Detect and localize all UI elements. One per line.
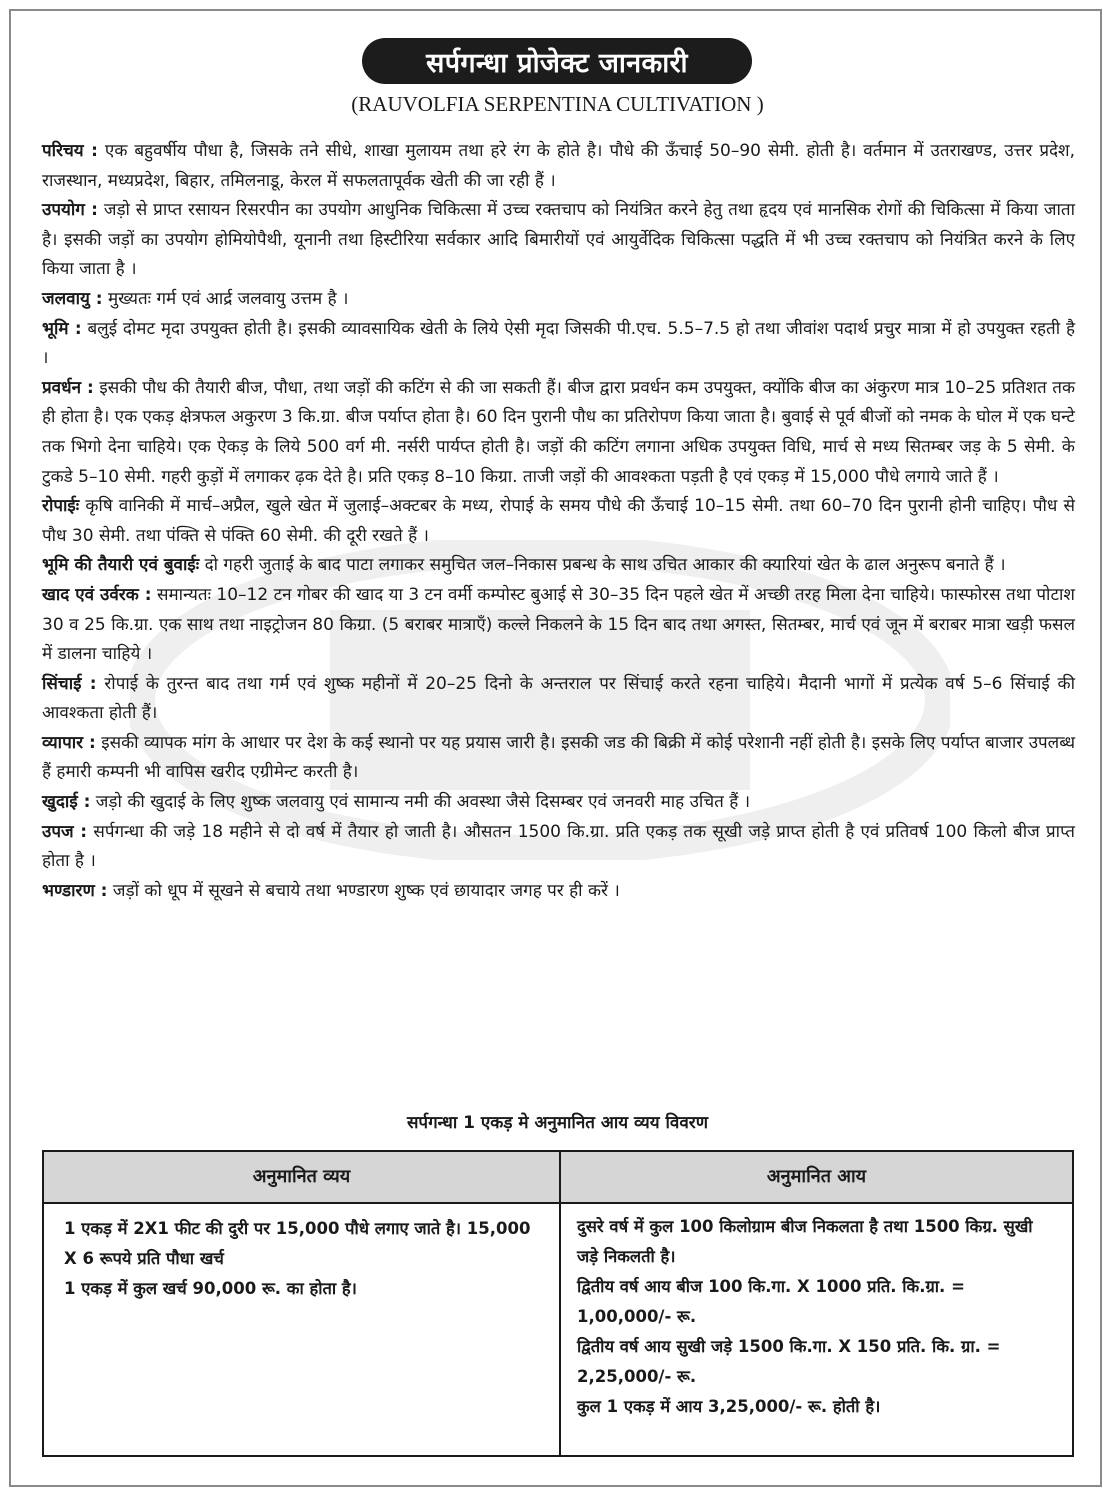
section-uses bbox=[42, 196, 1075, 285]
income-line: कुल 1 एकड़ में आय 3,25,000/- रू. होती है। bbox=[577, 1397, 881, 1416]
info-sections bbox=[42, 137, 1075, 906]
income-line: दुसरे वर्ष में कुल 100 किलोग्राम बीज निकलता है तथा 1500 किग्र. सुखी जड़े निकलती है। bbox=[577, 1217, 1033, 1266]
section-heading: रोपाईः bbox=[42, 496, 80, 517]
section-soil bbox=[42, 315, 1075, 374]
section-storage bbox=[42, 877, 1075, 907]
page-subtitle: (RAUVOLFIA SERPENTINA CULTIVATION ) bbox=[351, 92, 764, 116]
section-land-prep bbox=[42, 551, 1075, 581]
section-text: सर्पगन्धा की जड़े 18 महीने से दो वर्ष में तैयार हो जाती है। औसतन 1500 कि.ग्रा. प्रति एकड़ तक सूखी जड़े प्राप्त होती है एवं प्रतिवर्ष 100 किलो बीज प्राप्त होता है । bbox=[42, 821, 1075, 872]
section-heading: खुदाई : bbox=[42, 792, 91, 813]
section-text: जड़ो से प्राप्त रसायन रिसरपीन का उपयोग आधुनिक चिकित्सा में उच्च रक्तचाप को नियंत्रित करने हेतु तथा हृदय एवं मानसिक रोगों की चिकित्सा में किया जाता है। इसकी जड़ों का उपयोग होमियोपैथी, यूनानी तथा हिस्टीरिया सर्वकार आदि बिमारीयों एवं आयुर्वेदिक चिकित्सा पद्धति में भी उच्च रक्तचाप को नियंत्रित करने के लिए किया जाता है । bbox=[42, 200, 1075, 280]
table-header-expense: अनुमानित व्यय bbox=[252, 1166, 351, 1187]
income-line: द्वितीय वर्ष आय बीज 100 कि.गा. X 1000 प्रति. कि.ग्रा. = 1,00,000/- रू. bbox=[577, 1277, 965, 1326]
table-column-divider bbox=[559, 1152, 561, 1455]
section-heading: भूमि की तैयारी एवं बुवाईः bbox=[42, 555, 200, 576]
section-propagation bbox=[42, 374, 1075, 492]
section-text: इसकी व्यापक मांग के आधार पर देश के कई स्थानो पर यह प्रयास जारी है। इसकी जड की बिक्री में कोई परेशानी नहीं होती है। इसके लिए पर्याप्त बाजार उपलब्ध हैं हमारी कम्पनी भी वापिस खरीद एग्रीमेन्ट करती है। bbox=[42, 732, 1075, 783]
section-transplanting bbox=[42, 492, 1075, 551]
section-text: बलुई दोमट मृदा उपयुक्त होती है। इसकी व्यावसायिक खेती के लिये ऐसी मृदा जिसकी पी.एच. 5.5–7.5 हो तथा जीवांश पदार्थ प्रचुर मात्रा में हो उपयुक्त रहती है । bbox=[42, 318, 1075, 369]
section-text: जड़ों को धूप में सूखने से बचाये तथा भण्डारण शुष्क एवं छायादार जगह पर ही करें । bbox=[107, 880, 620, 901]
section-trade bbox=[42, 729, 1075, 788]
section-heading: प्रवर्धन : bbox=[42, 377, 94, 398]
table-title: सर्पगन्धा 1 एकड़ मे अनुमानित आय व्यय विवरण bbox=[406, 1113, 709, 1133]
section-harvest bbox=[42, 788, 1075, 818]
section-heading: उपज : bbox=[42, 821, 88, 842]
section-heading: व्यापार : bbox=[42, 732, 96, 753]
section-irrigation bbox=[42, 670, 1075, 729]
expense-line: 1 एकड़ में कुल खर्च 90,000 रू. का होता है। bbox=[64, 1279, 357, 1298]
section-text: समान्यतः 10–12 टन गोबर की खाद या 3 टन वर्मी कम्पोस्ट बुआई से 30–35 दिन पहले खेत में अच्छी तरह मिला देना चाहिये। फास्फोरस तथा पोटाश 30 व 25 कि.ग्रा. एक साथ तथा नाइट्रोजन 80 किग्रा. (5 बराबर मात्राएँ) कल्ले निकलने के 15 दिन बाद तथा अगस्त, सितम्बर, मार्च एवं जून में बराबर मात्रा खड़ी फसल में डालना चाहिये । bbox=[42, 584, 1075, 665]
section-heading: भूमि : bbox=[42, 318, 82, 339]
section-heading: उपयोग : bbox=[42, 200, 98, 221]
page-title: सर्पगन्धा प्रोजेक्ट जानकारी bbox=[362, 38, 752, 84]
section-text: रोपाई के तुरन्त बाद तथा गर्म एवं शुष्क महीनों में 20–25 दिनो के अन्तराल पर सिंचाई करते रहना चाहिये। मैदानी भागों में प्रत्येक वर्ष 5–6 सिंचाई की आवश्कता होती हैं। bbox=[42, 673, 1075, 724]
section-intro bbox=[42, 137, 1075, 196]
income-cell bbox=[577, 1212, 1055, 1422]
section-heading: सिंचाई : bbox=[42, 673, 97, 694]
section-heading: भण्डारण : bbox=[42, 880, 108, 901]
section-text: दो गहरी जुताई के बाद पाटा लगाकर समुचित जल–निकास प्रबन्ध के साथ उचित आकार की क्यारियां खेत के ढाल अनुरूप बनाते हैं । bbox=[199, 555, 1006, 576]
section-text: जड़ो की खुदाई के लिए शुष्क जलवायु एवं सामान्य नमी की अवस्था जैसे दिसम्बर एवं जनवरी माह उचित हैं । bbox=[90, 792, 751, 813]
section-text: मुख्यतः गर्म एवं आर्द्र जलवायु उत्तम है । bbox=[102, 288, 349, 309]
section-heading: खाद एवं उर्वरक : bbox=[42, 584, 152, 605]
section-yield bbox=[42, 818, 1075, 877]
table-header-income: अनुमानित आय bbox=[766, 1166, 867, 1187]
section-heading: जलवायु : bbox=[42, 288, 103, 309]
table-header-row bbox=[44, 1152, 1072, 1204]
section-fertilizer bbox=[42, 581, 1075, 670]
section-text: कृषि वानिकी में मार्च–अप्रैल, खुले खेत में जुलाई–अक्टबर के मध्य, रोपाई के समय पौधे की ऊँचाई 10–15 सेमी. तथा 60–70 दिन पुरानी होनी चाहिए। पौध से पौध 30 सेमी. तथा पंक्ति से पंक्ति 60 सेमी. की दूरी रखते हैं । bbox=[42, 496, 1075, 546]
expense-line: 1 एकड़ में 2X1 फीट की दुरी पर 15,000 पौधे लगाए जाते है। 15,000 X 6 रूपये प्रति पौधा खर्च bbox=[64, 1219, 531, 1268]
income-expense-table bbox=[42, 1150, 1074, 1457]
section-text: एक बहुवर्षीय पौधा है, जिसके तने सीधे, शाखा मुलायम तथा हरे रंग के होते है। पौधे की ऊँचाई 50–90 सेमी. होती है। वर्तमान में उतराखण्ड, उत्तर प्रदेश, राजस्थान, मध्यप्रदेश, बिहार, तमिलनाडू, केरल में सफलतापूर्वक खेती की जा रही हैं । bbox=[42, 141, 1075, 191]
income-line: द्वितीय वर्ष आय सुखी जड़े 1500 कि.गा. X 150 प्रति. कि. ग्रा. = 2,25,000/- रू. bbox=[577, 1337, 1001, 1386]
expense-cell bbox=[64, 1214, 542, 1304]
section-heading: परिचय : bbox=[42, 141, 98, 161]
section-climate bbox=[42, 285, 1075, 315]
section-text: इसकी पौध की तैयारी बीज, पौधा, तथा जड़ों की कटिंग से की जा सकती हैं। बीज द्वारा प्रवर्धन कम उपयुक्त, क्योंकि बीज का अंकुरण मात्र 10–25 प्रतिशत तक ही होता है। एक एकड़ क्षेत्रफल अकुरण 3 कि.ग्रा. बीज पर्याप्त होता है। 60 दिन पुरानी पौध का प्रतिरोपण किया जाता है। बुवाई से पूर्व बीजों को नमक के घोल में एक घन्टे तक भिगो देना चाहिये। एक ऐकड़ के लिये 500 वर्ग मी. नर्सरी पार्यप्त होती है। जड़ों की कटिंग लगाना अधिक उपयुक्त विधि, मार्च से मध्य सितम्बर जड़ के 5 सेमी. के टुकडे 5–10 सेमी. गहरी कुड़ों में लगाकर ढ़क देते है। प्रति एकड़ 8–10 किग्रा. ताजी जड़ों की आवश्कता पड़ती है एवं एकड़ में 15,000 पौधे लगाये जाते हैं । bbox=[42, 377, 1076, 487]
